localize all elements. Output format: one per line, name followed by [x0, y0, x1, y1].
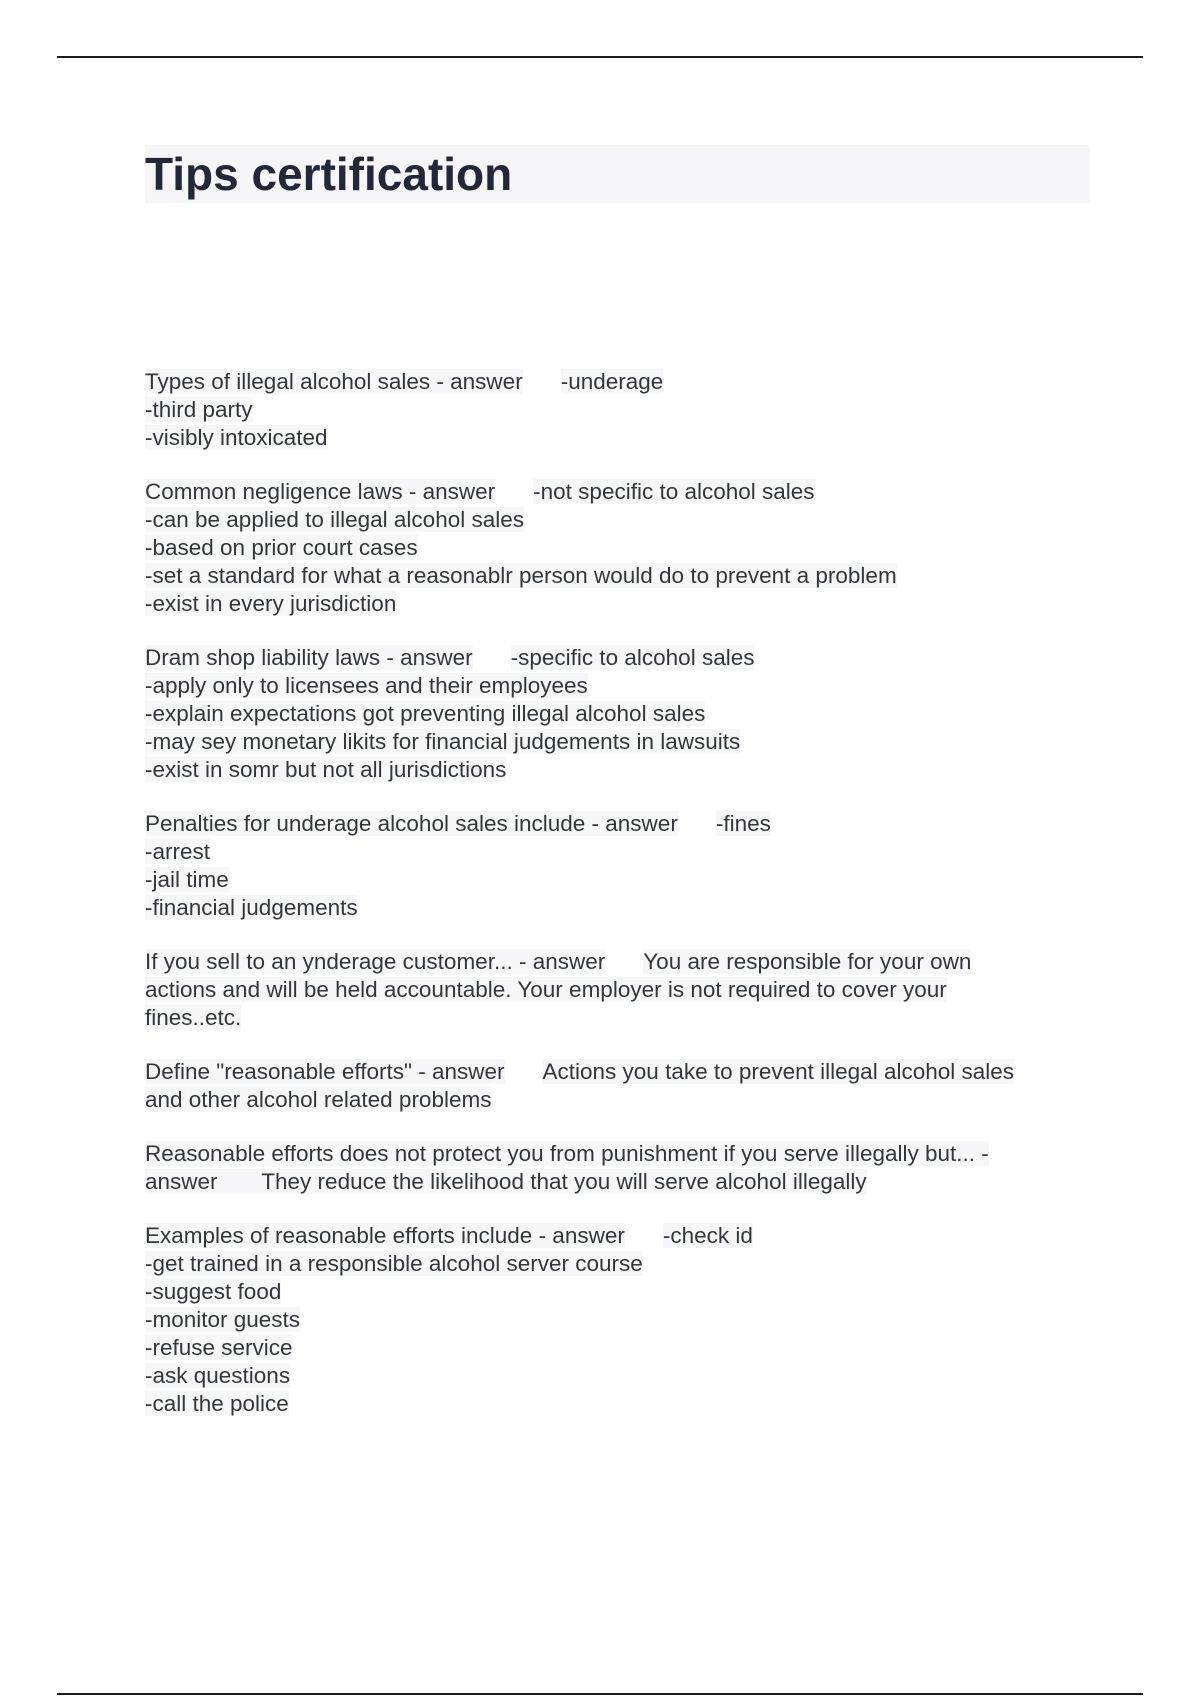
flashcard-answer: -underage: [560, 369, 664, 394]
flashcard-first-line: [145, 1058, 1090, 1086]
flashcard-answer-line: [145, 976, 1090, 1004]
flashcard-answer-line: [145, 838, 1090, 866]
flashcard-question: Types of illegal alcohol sales - answer: [145, 369, 523, 394]
answer-line-text: -visibly intoxicated: [145, 425, 328, 450]
flashcard-question: Penalties for underage alcohol sales include - answer: [145, 811, 678, 836]
answer-line-text: -financial judgements: [145, 895, 358, 920]
page-title: Tips certification: [145, 148, 513, 200]
top-rule: [57, 56, 1143, 58]
flashcard-answer-line: [145, 1086, 1090, 1114]
flashcard-answer-line: [145, 1390, 1090, 1418]
flashcard-answer-line: [145, 1278, 1090, 1306]
flashcard-first-line: [145, 1222, 1090, 1250]
flashcard-answer-line: [145, 534, 1090, 562]
answer-line-text: -get trained in a responsible alcohol server course: [145, 1251, 643, 1276]
flashcard-answer-line: [145, 590, 1090, 618]
answer-line-text: answer They reduce the likelihood that you will serve alcohol illegally: [145, 1169, 867, 1194]
flashcard-answer-line: [145, 700, 1090, 728]
flashcard-answer-line: [145, 562, 1090, 590]
flashcard-answer-line: [145, 672, 1090, 700]
flashcard-first-line: [145, 478, 1090, 506]
flashcard-question: Examples of reasonable efforts include - answer: [145, 1223, 625, 1248]
flashcard-first-line: [145, 644, 1090, 672]
bottom-rule: [57, 1693, 1143, 1695]
flashcard-answer-line: [145, 1004, 1090, 1032]
flashcard-answer: -not specific to alcohol sales: [533, 479, 815, 504]
flashcard-first-line: [145, 948, 1090, 976]
flashcard-item: [145, 478, 1090, 618]
flashcard-question: If you sell to an ynderage customer... - answer: [145, 949, 606, 974]
flashcard-item: [145, 644, 1090, 784]
answer-line-text: -explain expectations got preventing illegal alcohol sales: [145, 701, 706, 726]
answer-line-text: -call the police: [145, 1391, 289, 1416]
answer-line-text: -ask questions: [145, 1363, 291, 1388]
flashcard-answer: You are responsible for your own: [643, 949, 972, 974]
flashcard-answer: -fines: [715, 811, 771, 836]
flashcard-answer-line: [145, 866, 1090, 894]
flashcard-item: [145, 1140, 1090, 1196]
answer-line-text: -exist in somr but not all jurisdictions: [145, 757, 507, 782]
answer-line-text: -may sey monetary likits for financial judgements in lawsuits: [145, 729, 741, 754]
flashcard-item: [145, 810, 1090, 922]
flashcard-question: Dram shop liability laws - answer: [145, 645, 473, 670]
flashcard-answer-line: [145, 1334, 1090, 1362]
flashcard-answer-line: [145, 1250, 1090, 1278]
flashcard-question: Reasonable efforts does not protect you from punishment if you serve illegally but... -: [145, 1141, 989, 1166]
flashcard-list: [145, 368, 1090, 1444]
answer-line-text: -jail time: [145, 867, 229, 892]
flashcard-item: [145, 1058, 1090, 1114]
flashcard-item: [145, 368, 1090, 452]
flashcard-answer-line: [145, 396, 1090, 424]
answer-line-text: and other alcohol related problems: [145, 1087, 492, 1112]
flashcard-answer-line: [145, 506, 1090, 534]
flashcard-answer-line: [145, 1168, 1090, 1196]
answer-line-text: actions and will be held accountable. Your employer is not required to cover your: [145, 977, 947, 1002]
flashcard-first-line: [145, 810, 1090, 838]
flashcard-item: [145, 1222, 1090, 1418]
answer-line-text: -refuse service: [145, 1335, 293, 1360]
flashcard-first-line: [145, 1140, 1090, 1168]
flashcard-item: [145, 948, 1090, 1032]
flashcard-answer-line: [145, 424, 1090, 452]
answer-line-text: -suggest food: [145, 1279, 282, 1304]
answer-line-text: -arrest: [145, 839, 211, 864]
flashcard-answer-line: [145, 894, 1090, 922]
answer-line-text: -exist in every jurisdiction: [145, 591, 397, 616]
answer-line-text: -set a standard for what a reasonablr person would do to prevent a problem: [145, 563, 897, 588]
flashcard-answer-line: [145, 728, 1090, 756]
flashcard-answer: -specific to alcohol sales: [510, 645, 755, 670]
answer-line-text: -third party: [145, 397, 253, 422]
flashcard-question: Common negligence laws - answer: [145, 479, 496, 504]
answer-line-text: -can be applied to illegal alcohol sales: [145, 507, 524, 532]
flashcard-answer-line: [145, 1362, 1090, 1390]
answer-line-text: fines..etc.: [145, 1005, 242, 1030]
flashcard-answer: Actions you take to prevent illegal alcohol sales: [542, 1059, 1015, 1084]
answer-line-text: -based on prior court cases: [145, 535, 418, 560]
answer-line-text: -monitor guests: [145, 1307, 301, 1332]
flashcard-question: Define "reasonable efforts" - answer: [145, 1059, 505, 1084]
flashcard-answer: -check id: [662, 1223, 753, 1248]
answer-line-text: -apply only to licensees and their employees: [145, 673, 588, 698]
flashcard-answer-line: [145, 1306, 1090, 1334]
flashcard-answer-line: [145, 756, 1090, 784]
flashcard-first-line: [145, 368, 1090, 396]
